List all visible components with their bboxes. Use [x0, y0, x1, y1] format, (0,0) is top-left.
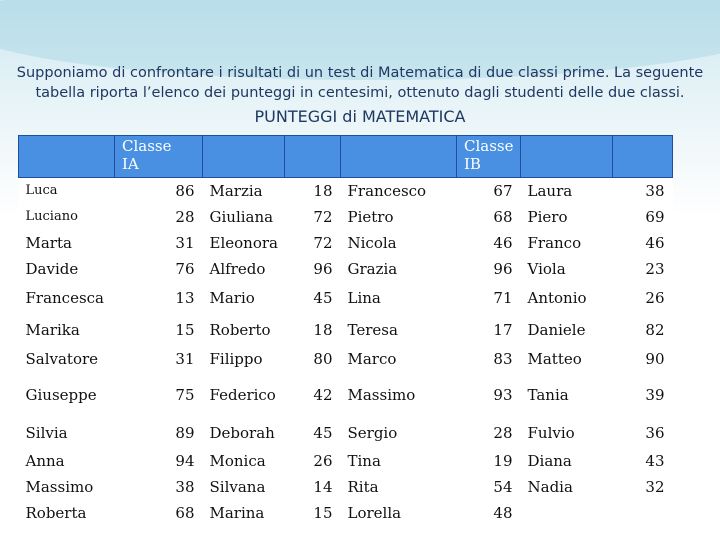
student-name-cell: Sergio	[347, 423, 398, 442]
student-name-cell: Diana	[527, 451, 572, 470]
score-cell: 80	[313, 349, 333, 368]
student-name-cell: Massimo	[347, 385, 416, 404]
student-name-cell: Marika	[25, 320, 80, 339]
score-cell: 86	[175, 181, 195, 200]
table-row	[19, 256, 673, 282]
score-cell: 89	[175, 423, 195, 442]
student-name-cell: Antonio	[527, 288, 587, 307]
score-cell: 46	[493, 233, 513, 252]
student-name-cell: Roberta	[25, 503, 87, 522]
score-cell: 76	[175, 259, 195, 278]
student-name-cell: Piero	[527, 207, 568, 226]
header-cell	[19, 136, 115, 178]
student-name-cell: Davide	[25, 259, 79, 278]
table-row	[19, 204, 673, 230]
header-row	[19, 136, 673, 178]
score-cell: 67	[493, 181, 513, 200]
student-name-cell: Marina	[209, 503, 265, 522]
score-cell: 26	[313, 451, 333, 470]
student-name-cell: Massimo	[25, 477, 94, 496]
score-cell: 72	[313, 233, 333, 252]
score-cell: 72	[313, 207, 333, 226]
student-name-cell: Marzia	[209, 181, 263, 200]
scores-table	[18, 135, 673, 526]
score-cell: 18	[313, 320, 333, 339]
intro-line-2: tabella riporta l’elenco dei punteggi in centesimi, ottenuto dagli studenti delle due classi.	[35, 85, 685, 101]
header-cell	[341, 136, 457, 178]
student-name-cell	[521, 500, 613, 526]
score-cell: 28	[175, 207, 195, 226]
score-cell: 38	[645, 181, 665, 200]
student-name-cell: Matteo	[527, 349, 582, 368]
student-name-cell: Mario	[209, 288, 255, 307]
header-cell	[285, 136, 341, 178]
intro-text	[0, 63, 720, 103]
student-name-cell: Grazia	[347, 259, 398, 278]
score-cell: 83	[493, 349, 513, 368]
table-row	[19, 500, 673, 526]
score-cell: 17	[493, 320, 513, 339]
student-name-cell: Deborah	[209, 423, 275, 442]
score-cell: 82	[645, 320, 665, 339]
student-name-cell: Filippo	[209, 349, 263, 368]
score-cell: 69	[645, 207, 665, 226]
student-name-cell: Fulvio	[527, 423, 575, 442]
table-row	[19, 314, 673, 346]
score-cell: 26	[645, 288, 665, 307]
header-cell	[203, 136, 285, 178]
score-cell: 19	[493, 451, 513, 470]
student-name-cell: Eleonora	[209, 233, 278, 252]
student-name-cell: Luciano	[25, 209, 78, 224]
score-cell: 42	[313, 385, 333, 404]
score-cell: 71	[493, 288, 513, 307]
score-cell: 23	[645, 259, 665, 278]
table-row	[19, 418, 673, 448]
table-row	[19, 282, 673, 314]
student-name-cell: Salvatore	[25, 349, 99, 368]
table-row	[19, 346, 673, 372]
score-cell: 39	[645, 385, 665, 404]
score-cell: 14	[313, 477, 333, 496]
score-cell: 36	[645, 423, 665, 442]
student-name-cell: Francesca	[25, 288, 105, 307]
score-cell: 15	[175, 320, 195, 339]
score-cell: 32	[645, 477, 665, 496]
student-name-cell: Lina	[347, 288, 381, 307]
score-cell: 93	[493, 385, 513, 404]
score-cell: 68	[175, 503, 195, 522]
student-name-cell: Rita	[347, 477, 379, 496]
header-classe-ib: Classe IB	[457, 136, 521, 178]
student-name-cell: Marta	[25, 233, 72, 252]
header-cell	[521, 136, 613, 178]
student-name-cell: Franco	[527, 233, 582, 252]
score-cell: 38	[175, 477, 195, 496]
student-name-cell: Roberto	[209, 320, 271, 339]
student-name-cell: Luca	[25, 183, 58, 199]
table-title: PUNTEGGI di MATEMATICA	[254, 107, 466, 126]
score-cell: 28	[493, 423, 513, 442]
score-cell: 54	[493, 477, 513, 496]
student-name-cell: Giuseppe	[25, 385, 97, 404]
student-name-cell: Giuliana	[209, 207, 274, 226]
student-name-cell: Francesco	[347, 181, 427, 200]
intro-line-1: Supponiamo di confrontare i risultati di un test di Matematica di due classi prime. La seguente	[16, 65, 704, 81]
score-cell: 96	[313, 259, 333, 278]
score-cell: 18	[313, 181, 333, 200]
score-cell: 45	[313, 288, 333, 307]
student-name-cell: Laura	[527, 181, 573, 200]
score-cell: 96	[493, 259, 513, 278]
table-row	[19, 230, 673, 256]
student-name-cell: Viola	[527, 259, 566, 278]
table-row	[19, 178, 673, 204]
score-cell	[613, 500, 673, 526]
student-name-cell: Silvana	[209, 477, 266, 496]
student-name-cell: Tina	[347, 451, 381, 470]
student-name-cell: Nadia	[527, 477, 573, 496]
student-name-cell: Anna	[25, 451, 65, 470]
student-name-cell: Teresa	[347, 320, 398, 339]
student-name-cell: Tania	[527, 385, 569, 404]
score-cell: 45	[313, 423, 333, 442]
student-name-cell: Alfredo	[209, 259, 266, 278]
student-name-cell: Silvia	[25, 423, 68, 442]
score-cell: 75	[175, 385, 195, 404]
student-name-cell: Pietro	[347, 207, 394, 226]
score-cell: 46	[645, 233, 665, 252]
score-cell: 90	[645, 349, 665, 368]
student-name-cell: Lorella	[347, 503, 402, 522]
score-cell: 94	[175, 451, 195, 470]
score-cell: 48	[493, 503, 513, 522]
student-name-cell: Federico	[209, 385, 276, 404]
score-cell: 15	[313, 503, 333, 522]
score-cell: 13	[175, 288, 195, 307]
table-row	[19, 372, 673, 418]
score-cell: 31	[175, 233, 195, 252]
header-cell	[613, 136, 673, 178]
student-name-cell: Nicola	[347, 233, 397, 252]
score-cell: 31	[175, 349, 195, 368]
student-name-cell: Monica	[209, 451, 266, 470]
score-cell: 43	[645, 451, 665, 470]
student-name-cell: Daniele	[527, 320, 586, 339]
score-cell: 68	[493, 207, 513, 226]
header-classe-ia: Classe IA	[115, 136, 203, 178]
table-row	[19, 448, 673, 474]
table-row	[19, 474, 673, 500]
student-name-cell: Marco	[347, 349, 397, 368]
